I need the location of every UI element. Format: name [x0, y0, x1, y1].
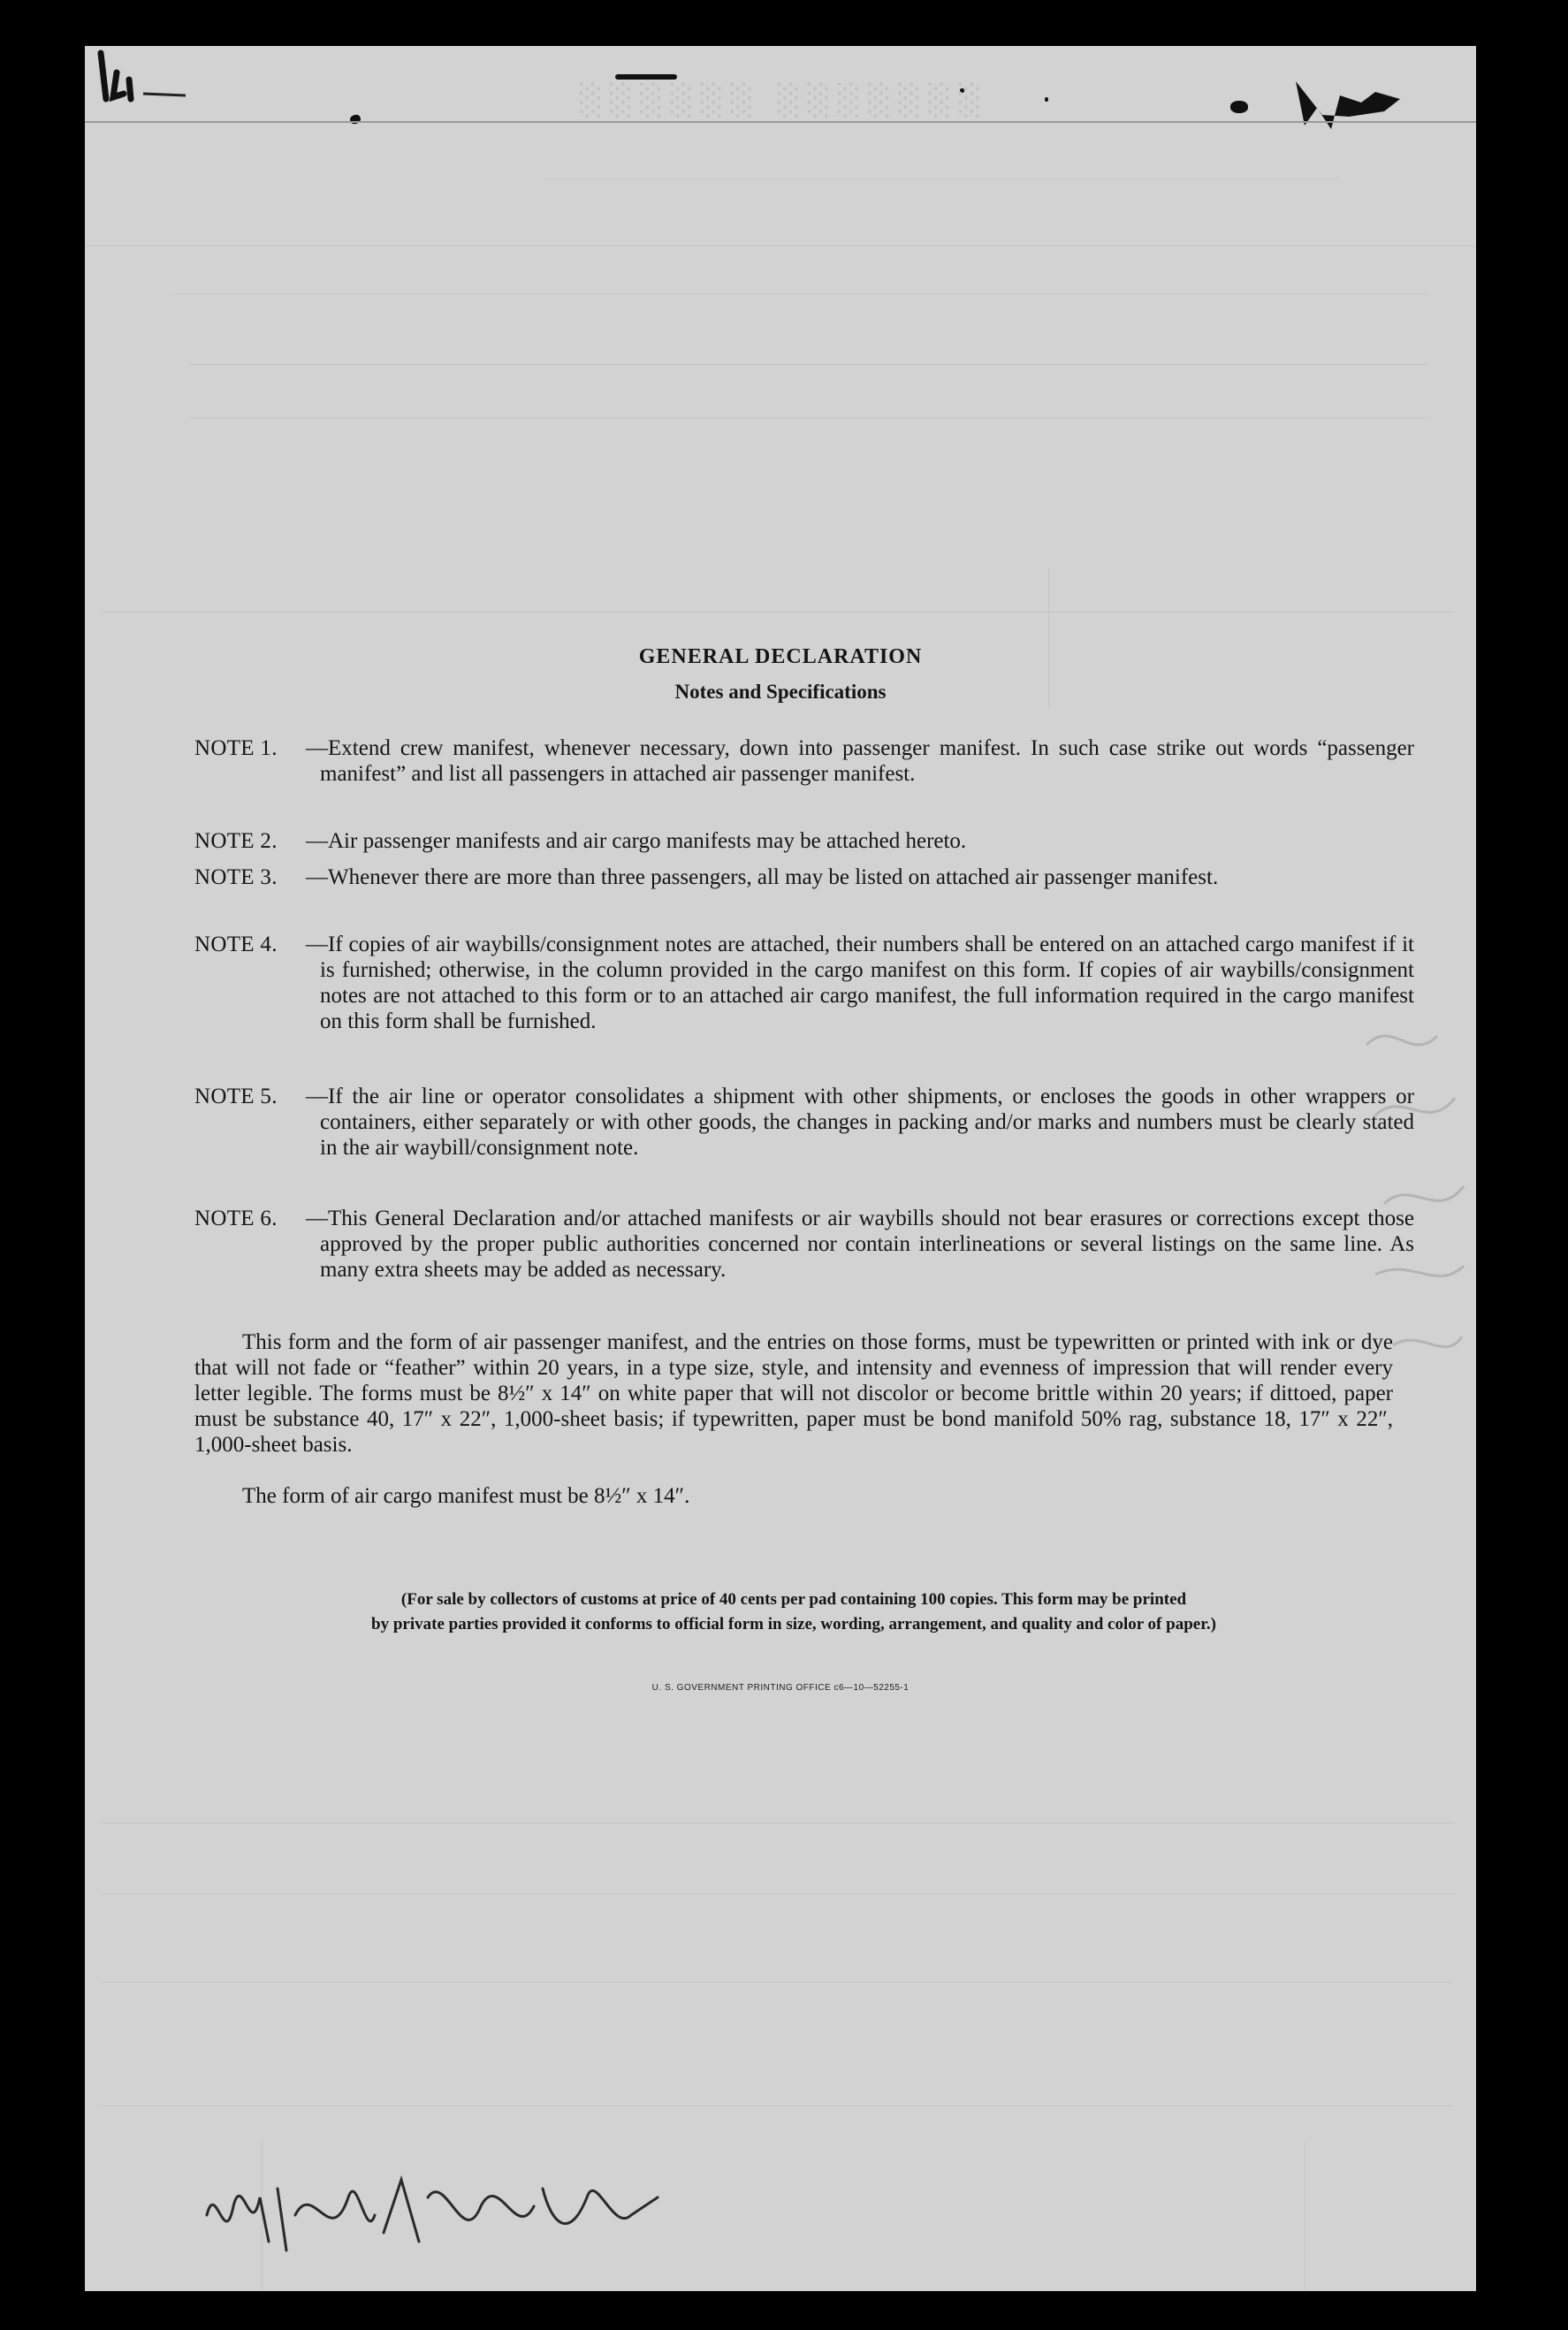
bleed-through-rule	[191, 417, 1428, 418]
note-5	[194, 1084, 1414, 1161]
bleed-through-rule	[103, 1982, 1455, 1983]
scanned-page	[85, 46, 1476, 2291]
bleed-through-rule	[103, 1823, 1455, 1824]
note-text: —Extend crew manifest, whenever necessary, down into passenger manifest. In such case strike out words “passenger manifest” and list all passengers in attached air passenger manifest.	[306, 736, 1414, 786]
note-label: NOTE 1.	[194, 736, 278, 760]
note-label: NOTE 5.	[194, 1085, 278, 1108]
page-corner-mark	[94, 46, 200, 117]
bleed-through-text: ░░░░░░ ░░░░░░░	[580, 83, 989, 118]
cargo-manifest-size-paragraph: The form of air cargo manifest must be 8½″ x 14″.	[242, 1484, 690, 1508]
note-1	[194, 735, 1414, 787]
note-label: NOTE 6.	[194, 1207, 278, 1230]
ink-speck	[1230, 101, 1248, 113]
top-rule	[85, 121, 1476, 123]
paper-requirements-paragraph: This form and the form of air passenger manifest, and the entries on those forms, must be typewritten or printed with ink or dye that will not fade or “feather” within 20 years, in a type size, style, and intensity and evenness of impression that will render every letter legible. The forms must be 8½″ x 14″ on white paper that will not discolor or become brittle within 20 years; if dittoed, paper must be substance 40, 17″ x 22″, 1,000-sheet basis; if typewritten, paper must be bond manifold 50% rag, substance 18, 17″ x 22″, 1,000-sheet basis.	[194, 1330, 1393, 1457]
bleed-through-rule	[173, 293, 1428, 294]
bleed-through-rule	[103, 2105, 1455, 2106]
note-3	[194, 864, 1414, 890]
form-subtitle: Notes and Specifications	[674, 681, 887, 703]
bleed-through-rule	[85, 245, 1476, 246]
note-label: NOTE 4.	[194, 933, 278, 956]
note-label: NOTE 3.	[194, 865, 278, 889]
note-text: —Air passenger manifests and air cargo manifests may be attached hereto.	[306, 829, 967, 853]
handwritten-signature	[198, 2162, 675, 2268]
note-6	[194, 1206, 1414, 1283]
note-2	[194, 828, 1414, 854]
ink-speck	[1045, 97, 1048, 102]
printer-imprint: U. S. GOVERNMENT PRINTING OFFICE c6—10—52255-1	[651, 1683, 910, 1693]
note-text: —This General Declaration and/or attached manifests or air waybills should not bear erasures or corrections except those approved by the proper public authorities concerned nor contain interlineations or several listings on the same line. As many extra sheets may be added as necessary.	[306, 1207, 1414, 1282]
bleed-through-rule	[103, 1893, 1455, 1894]
form-title: GENERAL DECLARATION	[638, 645, 923, 668]
ink-blot	[1287, 72, 1411, 134]
note-text: —Whenever there are more than three passengers, all may be listed on attached air passenger manifest.	[306, 865, 1219, 889]
note-text: —If the air line or operator consolidates a shipment with other shipments, or encloses the goods in other wrappers or containers, either separately or with other goods, the changes in packing and/or marks and numbers must be clearly stated in the air waybill/consignment note.	[306, 1085, 1414, 1160]
ink-speck	[349, 113, 362, 126]
sale-notice-line-2: by private parties provided it conforms to official form in size, wording, arrangement, and quality and color of paper.)	[371, 1615, 1216, 1633]
note-label: NOTE 2.	[194, 829, 278, 853]
note-text: —If copies of air waybills/consignment notes are attached, their numbers shall be entered on an attached cargo manifest if it is furnished; otherwise, in the column provided in the cargo manifest on this form. If copies of air waybills/consignment notes are not attached to this form or to an attached air cargo manifest, the full information required in the cargo manifest on this form shall be furnished.	[306, 933, 1414, 1033]
note-4	[194, 932, 1414, 1034]
sale-notice-line-1: (For sale by collectors of customs at price of 40 cents per pad containing 100 copies. This form may be printed	[400, 1590, 1187, 1609]
ink-speck	[615, 74, 677, 80]
bleed-through-rule	[103, 612, 1455, 613]
bleed-through-rule	[191, 364, 1428, 365]
